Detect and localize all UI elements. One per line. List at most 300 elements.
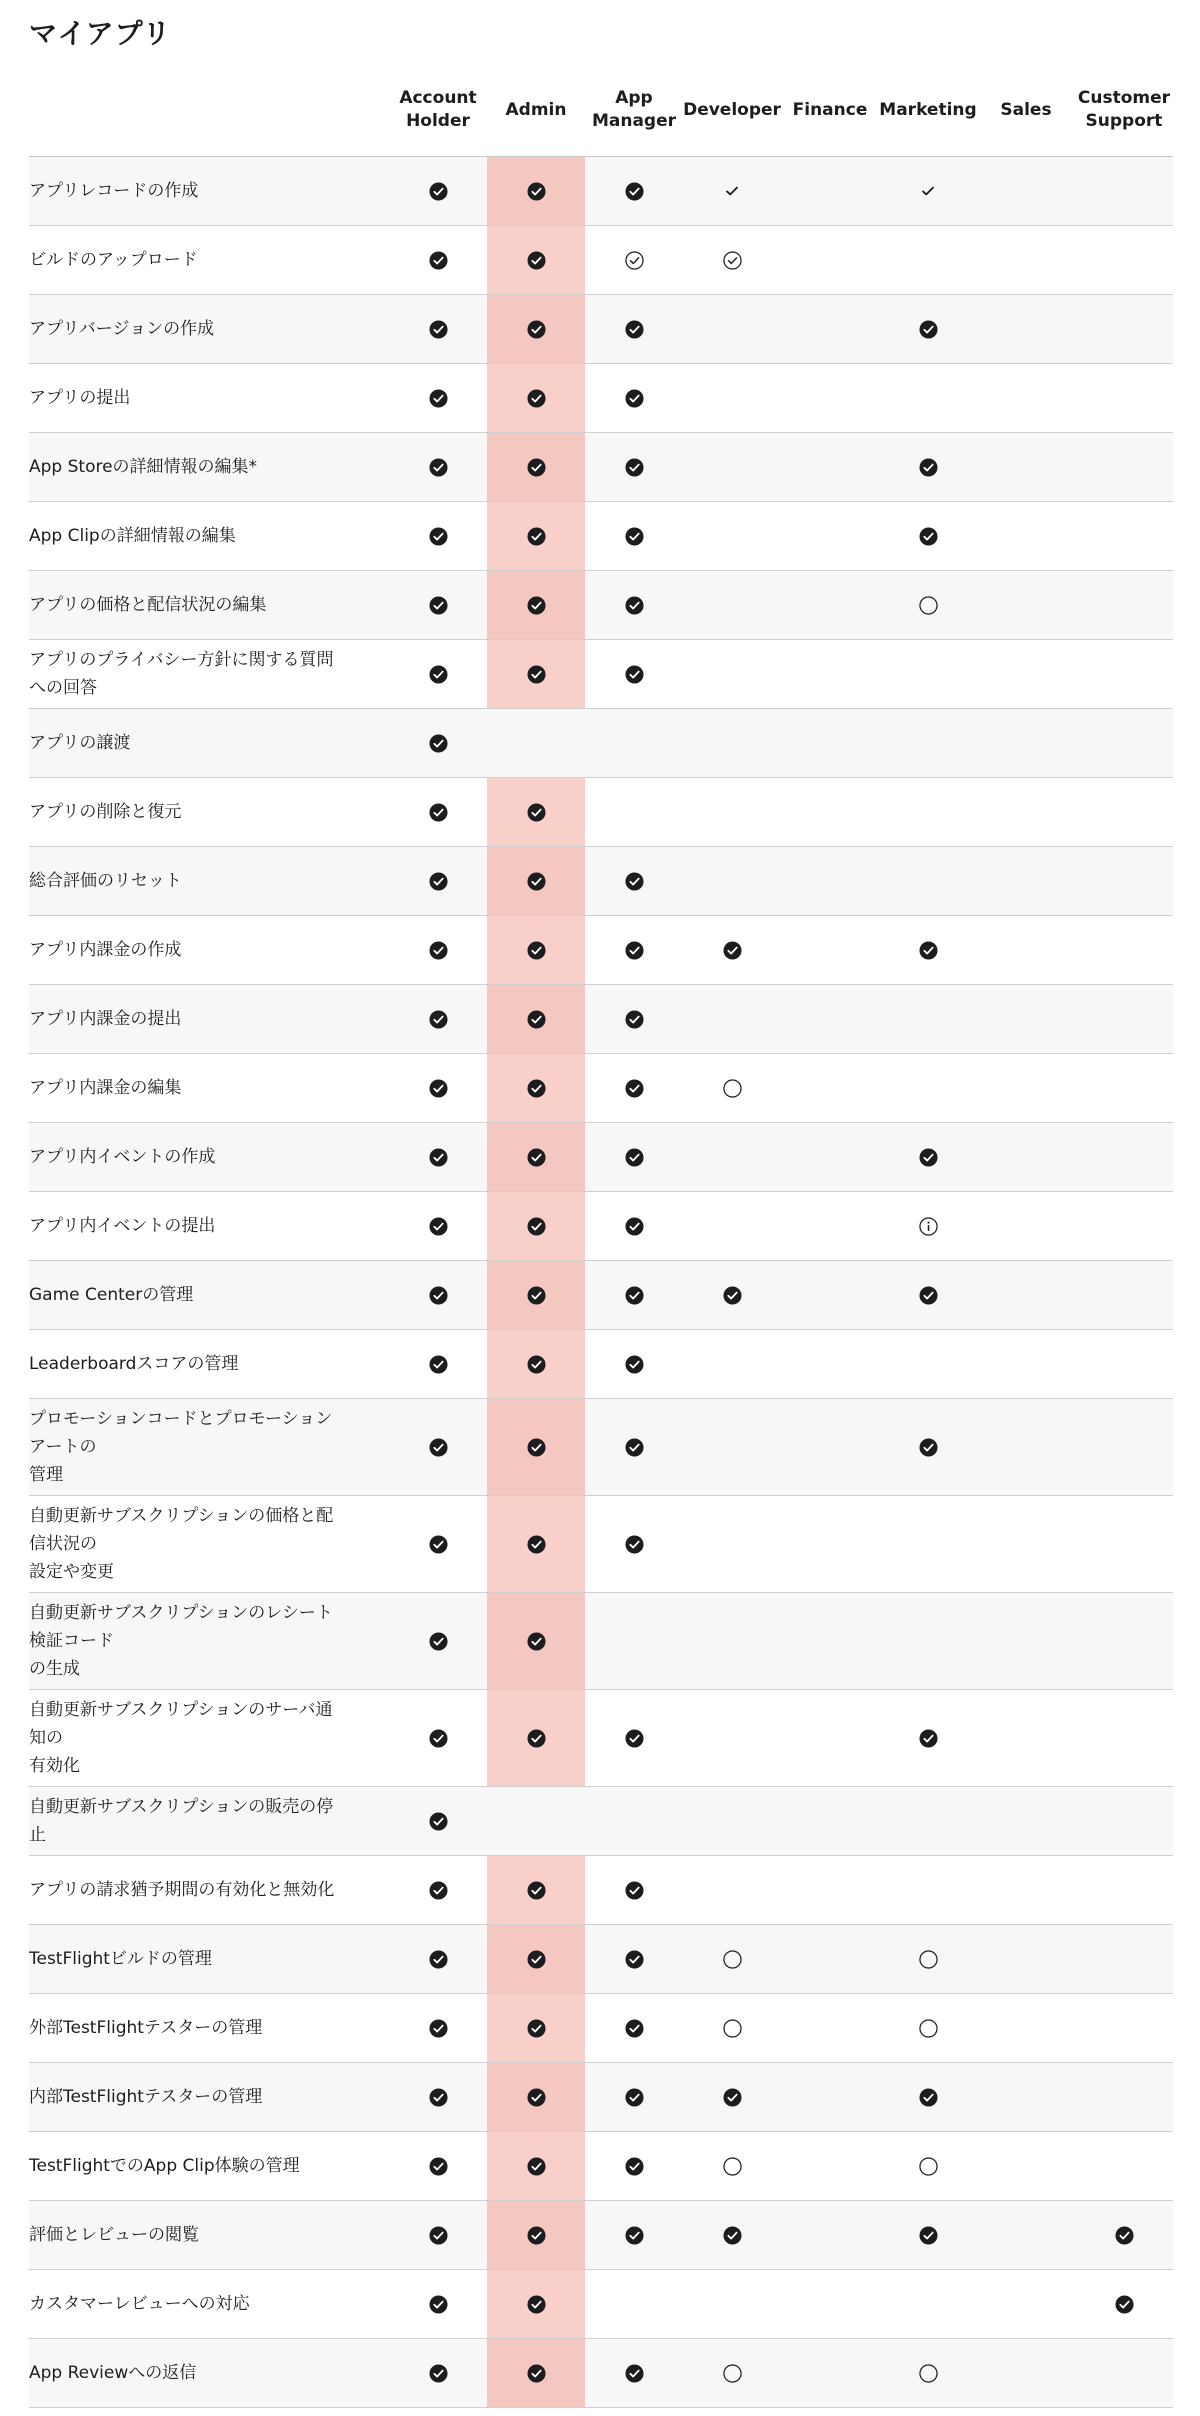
permission-cell (487, 2339, 585, 2408)
permission-cell (389, 847, 487, 916)
permission-cell (977, 778, 1075, 847)
permission-cell (781, 1330, 879, 1399)
outline-check-icon (723, 251, 742, 270)
column-header-label: Developer (683, 99, 781, 120)
permission-cell (585, 1496, 683, 1593)
permission-cell (781, 847, 879, 916)
permission-cell (683, 1593, 781, 1690)
filled-check-icon (429, 1438, 448, 1457)
permission-cell (585, 2339, 683, 2408)
filled-check-icon (527, 1729, 546, 1748)
empty-circle-icon (919, 1950, 938, 1969)
permission-cell (879, 778, 977, 847)
permission-cell (1075, 1192, 1173, 1261)
table-row (29, 571, 1173, 640)
row-label: アプリ内課金の作成 (29, 916, 389, 985)
row-label: アプリの提出 (29, 364, 389, 433)
column-header-label: Customer Support (1077, 88, 1171, 131)
column-header (389, 64, 487, 157)
filled-check-icon (919, 941, 938, 960)
table-row (29, 640, 1173, 709)
permission-cell (1075, 640, 1173, 709)
permission-cell (389, 985, 487, 1054)
permission-cell (389, 1054, 487, 1123)
empty-circle-icon (723, 2157, 742, 2176)
filled-check-icon (527, 2088, 546, 2107)
permission-cell (781, 1856, 879, 1925)
row-label: App Reviewへの返信 (29, 2339, 389, 2408)
filled-check-icon (429, 1812, 448, 1831)
filled-check-icon (625, 2019, 644, 2038)
filled-check-icon (429, 1632, 448, 1651)
table-row (29, 226, 1173, 295)
permission-cell (977, 2063, 1075, 2132)
filled-check-icon (919, 320, 938, 339)
permission-cell (1075, 2132, 1173, 2201)
permission-cell (487, 157, 585, 226)
permission-cell (585, 1330, 683, 1399)
filled-check-icon (625, 941, 644, 960)
permission-cell (389, 916, 487, 985)
row-label: アプリの請求猶予期間の有効化と無効化 (29, 1856, 389, 1925)
permission-cell (879, 1994, 977, 2063)
permission-cell (487, 1261, 585, 1330)
permission-cell (683, 226, 781, 295)
permission-cell (585, 1123, 683, 1192)
permission-cell (977, 2270, 1075, 2339)
permission-cell (879, 2201, 977, 2270)
permission-cell (781, 2201, 879, 2270)
column-header (487, 64, 585, 157)
filled-check-icon (625, 872, 644, 891)
permission-cell (683, 1690, 781, 1787)
table-row (29, 2063, 1173, 2132)
permission-cell (879, 1123, 977, 1192)
permission-cell (781, 1994, 879, 2063)
permission-cell (389, 1261, 487, 1330)
column-header-label: Sales (1000, 99, 1052, 120)
permission-cell (389, 640, 487, 709)
filled-check-icon (625, 665, 644, 684)
filled-check-icon (625, 389, 644, 408)
permission-cell (487, 1593, 585, 1690)
permission-cell (487, 916, 585, 985)
filled-check-icon (429, 596, 448, 615)
filled-check-icon (429, 1079, 448, 1098)
column-header (585, 64, 683, 157)
filled-check-icon (625, 596, 644, 615)
permission-cell (977, 709, 1075, 778)
column-header (1075, 64, 1173, 157)
permission-cell (977, 1496, 1075, 1593)
row-label: ビルドのアップロード (29, 226, 389, 295)
permission-cell (781, 1593, 879, 1690)
permission-cell (585, 1593, 683, 1690)
filled-check-icon (527, 1881, 546, 1900)
permission-cell (389, 1399, 487, 1496)
column-header (879, 64, 977, 157)
permission-cell (879, 433, 977, 502)
permission-cell (389, 433, 487, 502)
row-label: アプリ内課金の編集 (29, 1054, 389, 1123)
permission-cell (879, 709, 977, 778)
filled-check-icon (625, 1148, 644, 1167)
permission-cell (585, 1399, 683, 1496)
filled-check-icon (429, 872, 448, 891)
row-label: 外部TestFlightテスターの管理 (29, 1994, 389, 2063)
filled-check-icon (625, 2088, 644, 2107)
page-title: マイアプリ (29, 17, 172, 50)
filled-check-icon (625, 1950, 644, 1969)
permission-cell (585, 709, 683, 778)
permission-cell (781, 502, 879, 571)
table-header (29, 64, 1173, 157)
filled-check-icon (527, 941, 546, 960)
filled-check-icon (919, 1286, 938, 1305)
permission-cell (1075, 295, 1173, 364)
permission-cell (879, 1856, 977, 1925)
filled-check-icon (527, 2226, 546, 2245)
table-row (29, 502, 1173, 571)
permission-cell (389, 571, 487, 640)
permission-cell (683, 1925, 781, 1994)
permission-cell (781, 1054, 879, 1123)
table-row (29, 916, 1173, 985)
permission-cell (683, 1496, 781, 1593)
filled-check-icon (429, 389, 448, 408)
filled-check-icon (625, 1438, 644, 1457)
row-label: カスタマーレビューへの対応 (29, 2270, 389, 2339)
permission-cell (977, 1690, 1075, 1787)
permission-cell (487, 1123, 585, 1192)
permission-cell (977, 985, 1075, 1054)
filled-check-icon (919, 2088, 938, 2107)
filled-check-icon (429, 803, 448, 822)
permission-cell (585, 1856, 683, 1925)
permission-cell (585, 1054, 683, 1123)
column-header-label: App Manager (591, 88, 677, 131)
permission-cell (1075, 157, 1173, 226)
column-header (781, 64, 879, 157)
filled-check-icon (429, 182, 448, 201)
table-row (29, 1192, 1173, 1261)
table-row (29, 1690, 1173, 1787)
permission-cell (683, 847, 781, 916)
header-label-column (29, 64, 389, 157)
permission-cell (585, 226, 683, 295)
filled-check-icon (429, 2088, 448, 2107)
permission-cell (1075, 364, 1173, 433)
filled-check-icon (527, 1217, 546, 1236)
filled-check-icon (527, 1286, 546, 1305)
filled-check-icon (527, 1438, 546, 1457)
permission-cell (683, 2132, 781, 2201)
permission-cell (683, 157, 781, 226)
permission-cell (585, 847, 683, 916)
permission-cell (1075, 1123, 1173, 1192)
filled-check-icon (429, 665, 448, 684)
permission-cell (389, 2201, 487, 2270)
info-icon (919, 1217, 938, 1236)
permission-cell (487, 502, 585, 571)
permission-cell (1075, 2339, 1173, 2408)
permission-cell (487, 640, 585, 709)
permission-cell (879, 1192, 977, 1261)
table-row (29, 847, 1173, 916)
permission-cell (683, 433, 781, 502)
permission-cell (1075, 571, 1173, 640)
permission-cell (977, 1123, 1075, 1192)
permission-cell (683, 2339, 781, 2408)
filled-check-icon (527, 1632, 546, 1651)
permission-cell (389, 778, 487, 847)
permission-cell (977, 502, 1075, 571)
permission-cell (487, 1994, 585, 2063)
permission-cell (879, 1496, 977, 1593)
permission-cell (683, 640, 781, 709)
permission-cell (1075, 226, 1173, 295)
permission-cell (781, 640, 879, 709)
permission-cell (585, 2132, 683, 2201)
filled-check-icon (625, 1217, 644, 1236)
filled-check-icon (625, 1535, 644, 1554)
table-row (29, 2270, 1173, 2339)
permission-cell (389, 1192, 487, 1261)
permission-cell (1075, 1399, 1173, 1496)
empty-circle-icon (919, 2157, 938, 2176)
permission-cell (585, 1261, 683, 1330)
permission-cell (781, 985, 879, 1054)
permission-cell (977, 1192, 1075, 1261)
permission-cell (389, 2270, 487, 2339)
filled-check-icon (527, 2157, 546, 2176)
table-row (29, 1261, 1173, 1330)
permission-cell (977, 157, 1075, 226)
empty-circle-icon (723, 2019, 742, 2038)
permission-cell (879, 985, 977, 1054)
permission-cell (879, 1399, 977, 1496)
permission-cell (389, 295, 487, 364)
column-header-label: Account Holder (399, 88, 477, 131)
table-row (29, 364, 1173, 433)
permission-cell (977, 1054, 1075, 1123)
permission-cell (977, 1994, 1075, 2063)
permission-cell (389, 364, 487, 433)
permission-cell (781, 364, 879, 433)
empty-circle-icon (919, 2364, 938, 2383)
filled-check-icon (723, 1286, 742, 1305)
filled-check-icon (625, 1881, 644, 1900)
permission-cell (487, 433, 585, 502)
filled-check-icon (625, 1010, 644, 1029)
permission-cell (879, 1054, 977, 1123)
filled-check-icon (625, 1286, 644, 1305)
filled-check-icon (1115, 2295, 1134, 2314)
table-row (29, 1123, 1173, 1192)
permission-cell (781, 295, 879, 364)
column-header-label: Admin (505, 99, 567, 120)
permission-cell (1075, 985, 1173, 1054)
permission-cell (879, 1690, 977, 1787)
permission-cell (487, 1399, 585, 1496)
permission-cell (683, 2063, 781, 2132)
permission-cell (879, 1330, 977, 1399)
permission-cell (683, 1123, 781, 1192)
permission-cell (977, 571, 1075, 640)
table-row (29, 1925, 1173, 1994)
permission-cell (977, 433, 1075, 502)
permission-cell (781, 1261, 879, 1330)
row-label: 評価とレビューの閲覧 (29, 2201, 389, 2270)
permission-cell (879, 571, 977, 640)
permission-cell (879, 2270, 977, 2339)
permission-cell (389, 226, 487, 295)
row-label: 自動更新サブスクリプションのサーバ通知の 有効化 (29, 1690, 389, 1787)
permission-cell (977, 2201, 1075, 2270)
row-label: Game Centerの管理 (29, 1261, 389, 1330)
permission-cell (977, 1261, 1075, 1330)
filled-check-icon (429, 320, 448, 339)
permission-cell (1075, 1054, 1173, 1123)
permission-cell (781, 571, 879, 640)
permission-cell (977, 916, 1075, 985)
permission-cell (977, 847, 1075, 916)
permission-cell (389, 157, 487, 226)
permission-cell (585, 2063, 683, 2132)
permission-cell (781, 2063, 879, 2132)
permission-cell (487, 1330, 585, 1399)
permission-cell (683, 1994, 781, 2063)
permission-cell (585, 502, 683, 571)
filled-check-icon (625, 1729, 644, 1748)
row-label: アプリ内イベントの提出 (29, 1192, 389, 1261)
permission-cell (1075, 778, 1173, 847)
permission-cell (683, 709, 781, 778)
permissions-table (29, 64, 1173, 2408)
row-label: App Clipの詳細情報の編集 (29, 502, 389, 571)
permission-cell (879, 364, 977, 433)
filled-check-icon (625, 1079, 644, 1098)
permission-cell (1075, 2270, 1173, 2339)
row-label: プロモーションコードとプロモーションアートの 管理 (29, 1399, 389, 1496)
permission-cell (585, 985, 683, 1054)
table-row (29, 2132, 1173, 2201)
permission-cell (487, 2270, 585, 2339)
permission-cell (683, 1330, 781, 1399)
permission-cell (487, 1496, 585, 1593)
permission-cell (487, 2201, 585, 2270)
filled-check-icon (429, 2019, 448, 2038)
permission-cell (585, 295, 683, 364)
permission-cell (585, 571, 683, 640)
permission-cell (683, 295, 781, 364)
permission-cell (683, 778, 781, 847)
outline-check-icon (625, 251, 644, 270)
empty-circle-icon (723, 2364, 742, 2383)
filled-check-icon (527, 182, 546, 201)
permission-cell (389, 1690, 487, 1787)
permission-cell (389, 1994, 487, 2063)
permission-cell (781, 2132, 879, 2201)
table-row (29, 433, 1173, 502)
row-label: App Storeの詳細情報の編集* (29, 433, 389, 502)
filled-check-icon (429, 1950, 448, 1969)
filled-check-icon (429, 1148, 448, 1167)
empty-circle-icon (723, 1079, 742, 1098)
column-header (977, 64, 1075, 157)
permission-cell (879, 640, 977, 709)
filled-check-icon (625, 182, 644, 201)
permission-cell (879, 916, 977, 985)
column-header-label: Marketing (879, 99, 977, 120)
table-row (29, 1593, 1173, 1690)
row-label: 自動更新サブスクリプションの販売の停止 (29, 1787, 389, 1856)
permission-cell (585, 640, 683, 709)
filled-check-icon (919, 2226, 938, 2245)
permission-cell (683, 1787, 781, 1856)
permission-cell (879, 2063, 977, 2132)
permission-cell (389, 1496, 487, 1593)
filled-check-icon (625, 458, 644, 477)
filled-check-icon (625, 527, 644, 546)
permission-cell (1075, 502, 1173, 571)
filled-check-icon (429, 458, 448, 477)
permission-cell (879, 1925, 977, 1994)
filled-check-icon (527, 665, 546, 684)
permission-cell (1075, 433, 1173, 502)
table-row (29, 2339, 1173, 2408)
filled-check-icon (919, 1438, 938, 1457)
permission-cell (781, 1496, 879, 1593)
permission-cell (389, 2063, 487, 2132)
permission-cell (487, 1925, 585, 1994)
permission-cell (585, 364, 683, 433)
permission-cell (487, 226, 585, 295)
permission-cell (1075, 1593, 1173, 1690)
filled-check-icon (527, 803, 546, 822)
permission-cell (585, 1925, 683, 1994)
permission-cell (977, 1787, 1075, 1856)
permission-cell (487, 985, 585, 1054)
permission-cell (1075, 1856, 1173, 1925)
filled-check-icon (625, 2226, 644, 2245)
empty-circle-icon (919, 2019, 938, 2038)
permission-cell (1075, 1690, 1173, 1787)
permission-cell (487, 778, 585, 847)
permission-cell (487, 364, 585, 433)
filled-check-icon (429, 1535, 448, 1554)
filled-check-icon (527, 2364, 546, 2383)
filled-check-icon (527, 596, 546, 615)
permission-cell (879, 226, 977, 295)
row-label: 自動更新サブスクリプションの価格と配信状況の 設定や変更 (29, 1496, 389, 1593)
filled-check-icon (625, 1355, 644, 1374)
permission-cell (683, 1054, 781, 1123)
filled-check-icon (919, 1729, 938, 1748)
permission-cell (781, 1192, 879, 1261)
filled-check-icon (429, 527, 448, 546)
permission-cell (879, 2339, 977, 2408)
permission-cell (683, 1261, 781, 1330)
table-row (29, 778, 1173, 847)
permission-cell (683, 985, 781, 1054)
filled-check-icon (527, 872, 546, 891)
permission-cell (1075, 1994, 1173, 2063)
permission-cell (389, 1330, 487, 1399)
permission-cell (879, 502, 977, 571)
permission-cell (879, 1787, 977, 1856)
permission-cell (487, 571, 585, 640)
